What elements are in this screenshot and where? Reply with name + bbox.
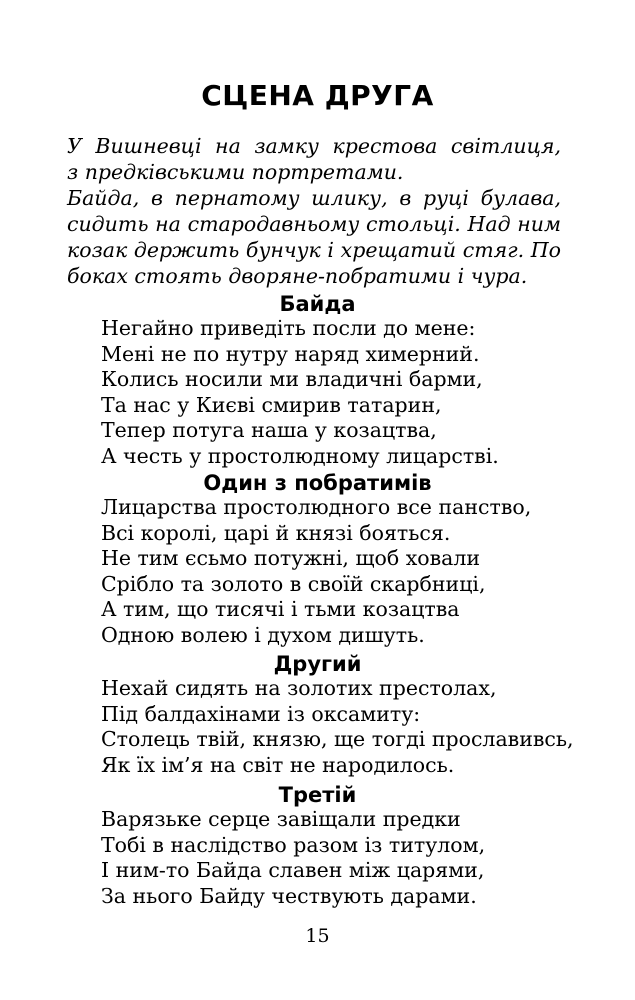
- stage-direction-line: боках стоять дворяне-побратими і чура.: [67, 264, 528, 288]
- verse-block: [101, 807, 485, 909]
- verse-line: Та нас у Києві смирив татарин,: [101, 392, 442, 417]
- stage-direction-line: сидить на стародавньому стольці. Над ним: [67, 212, 561, 236]
- page-number: 15: [305, 925, 330, 947]
- verse-line: Негайно приведіть посли до мене:: [101, 316, 476, 340]
- verse-line: Лицарства простолюдного все панство,: [101, 495, 532, 519]
- stage-direction: [67, 133, 561, 289]
- speaker-name: Один з побратимів: [203, 471, 432, 495]
- speaker-name: Другий: [273, 652, 362, 676]
- verse-line: А честь у простолюдному лицарстві.: [101, 443, 499, 468]
- stage-direction-line: козак держить бунчук і хрещатий стяг. По: [67, 238, 561, 262]
- verse-line: Під балдахінами із оксамиту:: [101, 701, 421, 726]
- verse-line: Колись носили ми владичні барми,: [101, 367, 483, 391]
- verse-line: Тепер потуга наша у козацтва,: [101, 418, 437, 442]
- verse-line: Тобі в наслідство разом із титулом,: [101, 832, 486, 857]
- verse-line: Столець твій, князю, ще тогді прославивсь,: [101, 727, 574, 751]
- verse-line: Одною волею і духом дишуть.: [101, 622, 425, 647]
- verse-block: [101, 316, 499, 469]
- verse-line: А тим, що тисячі і тьми козацтва: [101, 597, 460, 621]
- verse-block: [101, 676, 574, 778]
- verse-line: І ним-то Байда славен між царями,: [101, 858, 485, 882]
- verse-line: Не тим єсьмо потужні, щоб ховали: [101, 546, 481, 570]
- stage-direction-line: У Вишневці на замку крестова світлиця,: [67, 134, 561, 158]
- verse-line: Нехай сидять на золотих престолах,: [101, 676, 497, 700]
- verse-line: Варязьке серце завіщали предки: [101, 807, 461, 831]
- verse-line: Як їх ім’я на світ не народилось.: [101, 752, 455, 777]
- verse-line: Мені не по нутру наряд химерний.: [101, 341, 480, 366]
- verse-line: Срібло та золото в своїй скарбниці,: [101, 571, 486, 596]
- verse-line: Всі королі, царі й князі бояться.: [101, 520, 451, 545]
- stage-direction-line: з предківськими портретами.: [67, 160, 404, 184]
- speaker-name: Третій: [278, 783, 357, 807]
- stage-direction-line: Байда, в пернатому шлику, в руці булава,: [67, 186, 561, 210]
- verse-line: За нього Байду чествують дарами.: [101, 883, 477, 908]
- speaker-name: Байда: [279, 292, 356, 316]
- scene-title: СЦЕНА ДРУГА: [201, 79, 434, 112]
- verse-block: [101, 495, 531, 648]
